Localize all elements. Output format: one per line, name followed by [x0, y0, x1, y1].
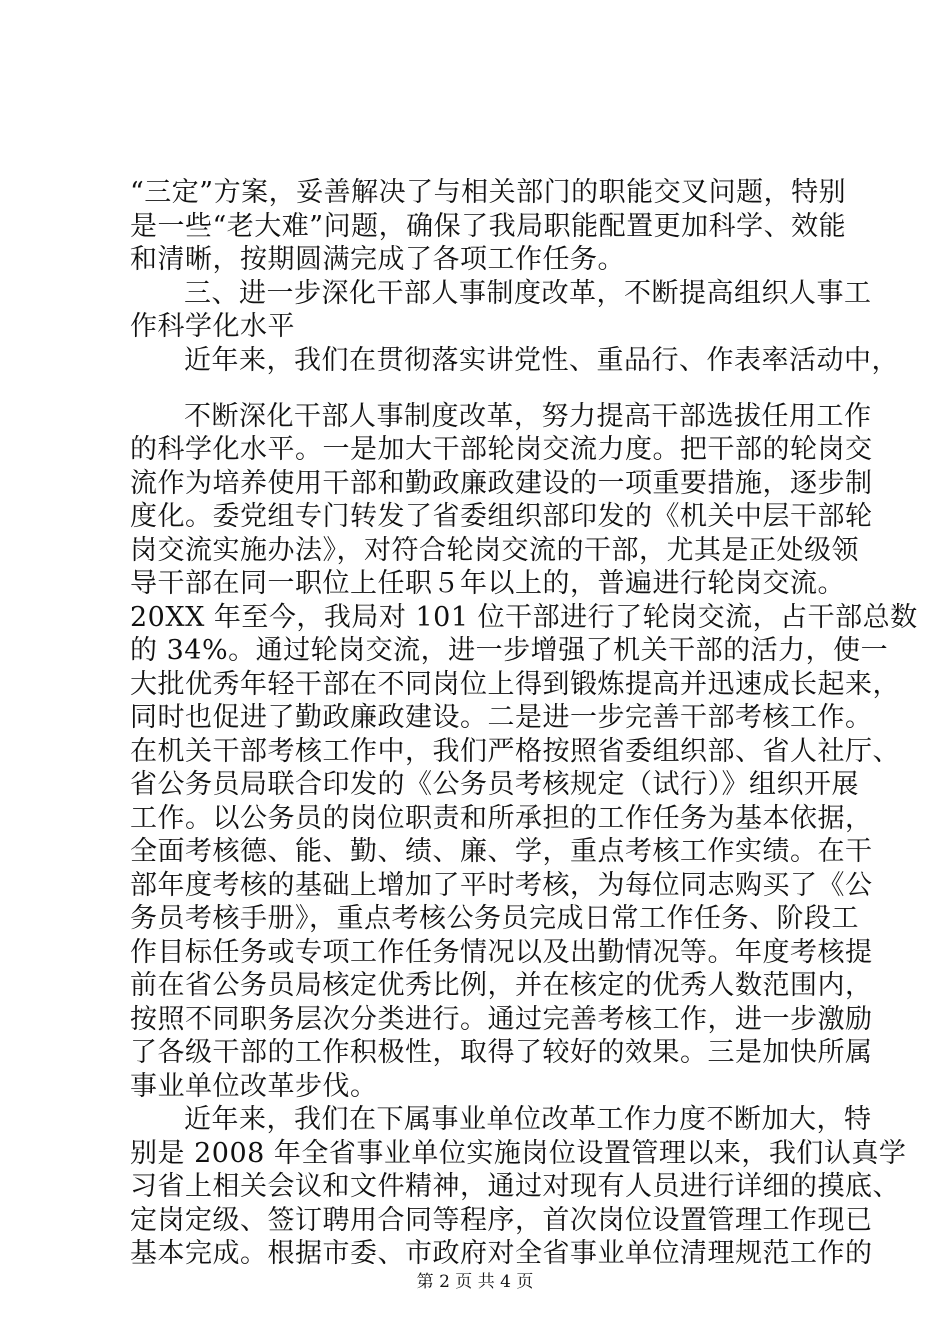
- text-line: 基本完成。根据市委、市政府对全省事业单位清理规范工作的: [130, 1238, 873, 1269]
- section-heading-line: 作科学化水平: [130, 311, 295, 342]
- text-line: 前在省公务员局核定优秀比例，并在核定的优秀人数范围内，: [130, 970, 873, 1001]
- page-number-footer: 第 2 页 共 4 页: [416, 1272, 534, 1292]
- text-line: 20XX 年至今，我局对 101 位干部进行了轮岗交流，占干部总数: [130, 602, 918, 633]
- text-line: 事业单位改革步伐。: [130, 1071, 378, 1102]
- text-line: 近年来，我们在贯彻落实讲党性、重品行、作表率活动中，: [184, 345, 899, 376]
- text-line: 是一些“老大难”问题，确保了我局职能配置更加科学、效能: [130, 211, 847, 242]
- text-line: 岗交流实施办法》，对符合轮岗交流的干部，尤其是正处级领: [130, 535, 859, 566]
- text-line: 全面考核德、能、勤、绩、廉、学，重点考核工作实绩。在干: [130, 836, 873, 867]
- text-line: 务员考核手册》，重点考核公务员完成日常工作任务、阶段工: [130, 903, 859, 934]
- text-line: 定岗定级、签订聘用合同等程序，首次岗位设置管理工作现已: [130, 1205, 873, 1236]
- text-line: “三定”方案，妥善解决了与相关部门的职能交叉问题，特别: [130, 177, 847, 208]
- text-line: 近年来，我们在下属事业单位改革工作力度不断加大，特: [184, 1104, 872, 1135]
- text-line: 流作为培养使用干部和勤政廉政建设的一项重要措施，逐步制: [130, 468, 873, 499]
- text-line: 大批优秀年轻干部在不同岗位上得到锻炼提高并迅速成长起来，: [130, 669, 900, 700]
- text-line: 别是 2008 年全省事业单位实施岗位设置管理以来，我们认真学: [130, 1138, 907, 1169]
- text-line: 在机关干部考核工作中，我们严格按照省委组织部、省人社厅、: [130, 736, 900, 767]
- text-line: 度化。委党组专门转发了省委组织部印发的《机关中层干部轮: [130, 501, 873, 532]
- text-line: 按照不同职务层次分类进行。通过完善考核工作，进一步激励: [130, 1004, 873, 1035]
- text-line: 习省上相关会议和文件精神，通过对现有人员进行详细的摸底、: [130, 1171, 900, 1202]
- text-line: 的 34%。通过轮岗交流，进一步增强了机关干部的活力，使一: [130, 635, 889, 666]
- text-line: 工作。以公务员的岗位职责和所承担的工作任务为基本依据，: [130, 803, 873, 834]
- text-line: 部年度考核的基础上增加了平时考核，为每位同志购买了《公: [130, 870, 873, 901]
- text-line: 不断深化干部人事制度改革，努力提高干部选拔任用工作: [184, 401, 872, 432]
- section-heading-line: 三、进一步深化干部人事制度改革，不断提高组织人事工: [184, 278, 872, 309]
- text-line: 省公务员局联合印发的《公务员考核规定（试行）》组织开展: [130, 769, 859, 800]
- text-line: 作目标任务或专项工作任务情况以及出勤情况等。年度考核提: [130, 937, 873, 968]
- text-line: 和清晰，按期圆满完成了各项工作任务。: [130, 244, 625, 275]
- text-line: 了各级干部的工作积极性，取得了较好的效果。三是加快所属: [130, 1037, 873, 1068]
- text-line: 的科学化水平。一是加大干部轮岗交流力度。把干部的轮岗交: [130, 434, 873, 465]
- text-line: 导干部在同一职位上任职５年以上的，普遍进行轮岗交流。: [130, 568, 845, 599]
- text-line: 同时也促进了勤政廉政建设。二是进一步完善干部考核工作。: [130, 702, 873, 733]
